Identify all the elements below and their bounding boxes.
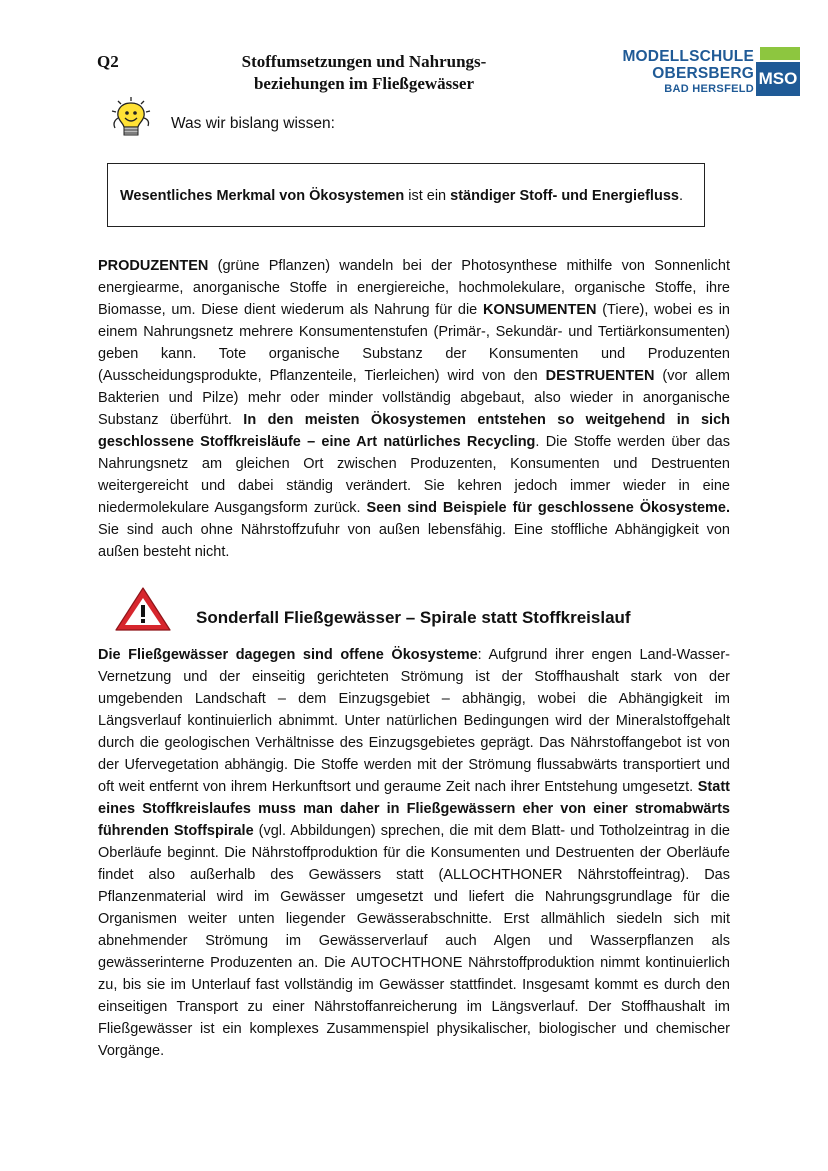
emphasis-offene-oekosysteme: Die Fließgewässer dagegen sind offene Ökosysteme [98,647,478,663]
term-produzenten: PRODUZENTEN [98,258,209,274]
key-term-1: Wesentliches Merkmal von Ökosystemen [120,188,405,204]
paragraph1-text-2: (Tiere), wobei es in einem Nahrungsnetz mehrere Konsumentenstufen (Primär-, Sekundär- und Tertiärkonsumenten) geben kann. Tote organische Substanz der Konsumenten und Produzenten (Ausscheidungsprodukte, Pflanzenteile, Tierleichen) wird von den [98,302,730,384]
paragraph-ecosystems [98,255,730,563]
paragraph1-text-1: (grüne Pflanzen) wandeln bei der Photosynthese mithilfe von Sonnenlicht energiearme, anorganische Stoffe in energiereiche, hochmolekulare, organische Stoffe, ihre Biomasse, um. Diese dient wiederum als Nahrung für die [98,258,730,318]
title-line-1: Stoffumsetzungen und Nahrungs- [241,52,487,71]
key-statement-box [107,163,705,227]
page-title [230,51,498,95]
logo-accent-bar [760,47,800,60]
paragraph1-text-5: Sie sind auch ohne Nährstoffzufuhr von außen lebensfähig. Eine stoffliche Abhängigkeit von außen besteht nicht. [98,522,730,560]
term-destruenten: DESTRUENTEN [545,368,655,384]
title-line-2: beziehungen im Fließgewässer [253,74,475,93]
emphasis-stoffspirale: Statt eines Stoffkreislaufes muss man daher in Fließgewässern eher von einer stromabwärts führenden Stoffspirale [98,779,730,839]
emphasis-seen: Seen sind Beispiele für geschlossene Ökosysteme. [366,500,730,516]
key-text-1: ist ein [404,188,451,204]
paragraph2-text-1: : Aufgrund ihrer engen Land-Wasser-Vernetzung und der einseitig gerichteten Strömung ist der Stoffhaushalt stark von der umgebenden Landschaft – dem Einzugsgebiet – abhängig, wobei die Abhängigkeit im Längsverlauf kontinuierlich abnimmt. Unter natürlichen Bedingungen wird der Mineralstoffgehalt durch die geologischen Verhältnisse des Einzugsgebietes geprägt. Das Nährstoffangebot ist von der Ufervegetation abhängig. Die Stoffe werden mit der Strömung flussabwärts transportiert und oft weit entfernt von ihrem Herkunftsort und geraume Zeit nach ihrer Entstehung umgesetzt. [98,647,730,795]
logo-line-3: BAD HERSFELD [664,83,754,95]
logo-badge: MSO [756,62,800,96]
lightbulb-icon [106,96,156,142]
logo-line-1: MODELLSCHULE [622,48,754,65]
paragraph1-text-3: (vor allem Bakterien und Pilze) mehr oder minder vollständig abgebaut, also wieder in anorganische Substanz überführt. [98,368,730,428]
key-term-2: ständiger Stoff- und Energiefluss [450,188,679,204]
school-logo [612,40,800,106]
document-code: Q2 [97,52,119,71]
key-statement [120,188,683,204]
paragraph2-text-2: (vgl. Abbildungen) sprechen, die mit dem Blatt- und Totholzeintrag in die Oberläufe beginnt. Die Nährstoffproduktion für die Konsumenten und Destruenten der Oberläufe findet also außerhalb des Gewässers statt (ALLOCHTHONER Nährstoffeintrag). Das Pflanzenmaterial wird im Gewässer umgesetzt und liefert die Nahrungsgrundlage für die Organismen weiter unten liegender Gewässerabschnitte. Erst allmählich siedeln sich mit abnehmender Strömung im Gewässerverlauf auch Algen und Wasserpflanzen als gewässerinterne Produzenten an. Die AUTOCHTHONE Nährstoffproduktion nimmt kontinuierlich zu, bis sie im Unterlauf fast vollständig im Gewässer stattfindet. Insgesamt kommt es durch den einseitigen Transport zu einer Nährstoffanreicherung im Längsverlauf. Der Stoffhaushalt im Fließgewässer ist ein komplexes Zusammenspiel physikalischer, biologischer und chemischer Vorgänge. [98,823,730,1059]
paragraph-fliessgewaesser [98,644,730,1062]
warning-icon [113,585,173,633]
emphasis-stoffkreislaeufe: In den meisten Ökosystemen entstehen so weitgehend in sich geschlossene Stoffkreisläufe – eine Art natürliches Recycling [98,412,731,450]
intro-label: Was wir bislang wissen: [171,115,335,132]
paragraph1-text-4: . Die Stoffe werden über das Nahrungsnetz am gleichen Ort zwischen Produzenten, Konsumenten und Destruenten weitergereicht und dabei ständig verändert. Sie kehren jedoch immer wieder in eine niedermolekulare Ausgangsform zurück. [98,434,730,516]
term-konsumenten: KONSUMENTEN [482,302,597,318]
key-text-2: . [678,188,683,204]
logo-line-2: OBERSBERG [652,65,754,82]
section-heading: Sonderfall Fließgewässer – Spirale statt Stoffkreislauf [196,608,631,627]
